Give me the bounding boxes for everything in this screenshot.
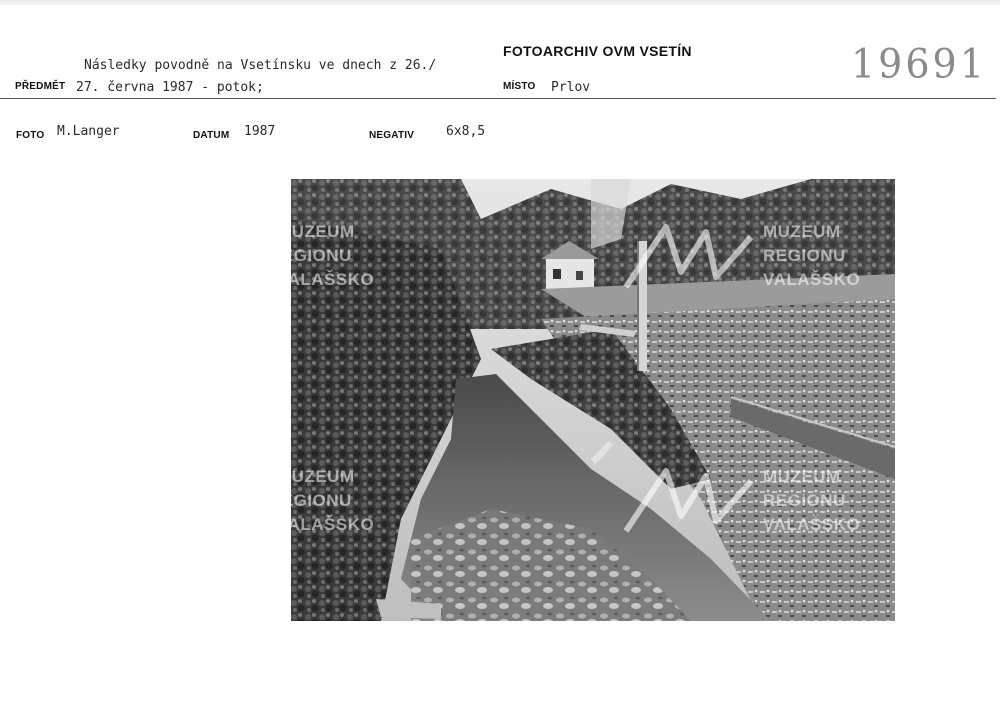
watermark-logo-bottom <box>621 461 761 541</box>
photographer-label: FOTO <box>16 130 45 141</box>
watermark-top-right: MUZEUM REGIONU VALAŠSKO <box>763 222 861 289</box>
negative-label: NEGATIV <box>369 130 415 141</box>
watermark-bottom-right: MUZEUM REGIONU VALAŠSKO <box>763 467 861 534</box>
date-label: DATUM <box>193 130 230 141</box>
place-value: Prlov <box>551 80 591 95</box>
subject-line-2: 27. června 1987 - potok; <box>76 80 264 95</box>
watermark-bottom-left: MUZEUM REGIONU VALAŠSKO <box>269 467 375 534</box>
watermark-logo-top <box>621 217 761 297</box>
subject-label: PŘEDMĚT <box>15 81 66 92</box>
archival-photo <box>269 179 895 621</box>
date-value: 1987 <box>244 124 276 139</box>
header-divider <box>0 98 996 99</box>
scan-top-strip <box>0 0 1000 5</box>
place-label: MÍSTO <box>503 81 536 92</box>
negative-value: 6x8,5 <box>446 124 486 139</box>
archive-title: FOTOARCHIV OVM VSETÍN <box>503 43 692 59</box>
subject-line-1: Následky povodně na Vsetínsku ve dnech z 26./ <box>84 58 437 73</box>
watermark-top-left: MUZEUM REGIONU VALAŠSKO <box>269 222 375 289</box>
photographer-value: M.Langer <box>57 124 120 139</box>
inventory-number-stamp: 19691 <box>851 40 987 88</box>
